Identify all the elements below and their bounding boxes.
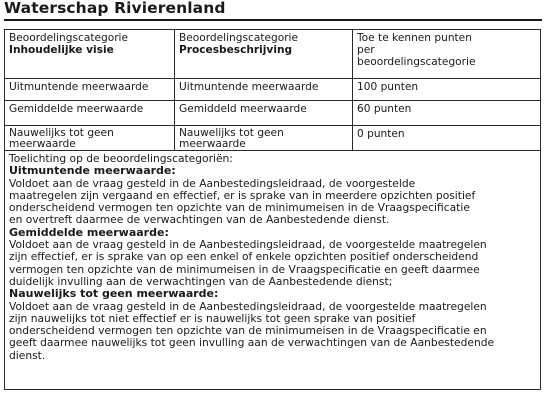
scoring-table bbox=[4, 29, 541, 390]
cell-line: Nauwelijks tot geen bbox=[179, 127, 284, 139]
section-text-line: Voldoet aan de vraag gesteld in de Aanbestedingsleidraad, de voorgestelde maatregelen bbox=[9, 238, 487, 252]
section-text-line: geeft daarmee nauwelijks tot geen invulling aan de verwachtingen van de Aanbestedende bbox=[9, 336, 495, 350]
section-text-line: maatregelen zijn vergaand en effectief, er is sprake van in meerdere opzichten positief bbox=[9, 188, 476, 202]
section-text-line: Voldoet aan de vraag gesteld in de Aanbestedingsleidraad, de voorgestelde maatregelen bbox=[9, 299, 487, 313]
header-label: Toe te kennen punten bbox=[357, 32, 472, 44]
table-row bbox=[5, 101, 541, 126]
table-cell: Gemiddelde meerwaarde bbox=[5, 101, 175, 126]
table-cell: 60 punten bbox=[353, 101, 541, 126]
table-cell: Uitmuntende meerwaarde bbox=[5, 79, 175, 101]
document-title: Waterschap Rivierenland bbox=[4, 0, 226, 17]
table-cell bbox=[175, 126, 353, 151]
table-cell: Uitmuntende meerwaarde bbox=[175, 79, 353, 101]
table-cell: 100 punten bbox=[353, 79, 541, 101]
header-label: Beoordelingscategorie bbox=[9, 32, 129, 44]
header-cell-points bbox=[353, 30, 541, 79]
table-cell bbox=[5, 126, 175, 151]
section-text-line: zijn nauwelijks tot niet effectief er is nauwelijks tot geen sprake van positief bbox=[9, 311, 416, 325]
header-cell-content-vision bbox=[5, 30, 175, 79]
cell-line: meerwaarde bbox=[179, 138, 246, 150]
table-cell: 0 punten bbox=[353, 126, 541, 151]
section-heading: Nauwelijks tot geen meerwaarde: bbox=[9, 287, 219, 301]
notes-cell bbox=[5, 151, 541, 390]
section-heading: Gemiddelde meerwaarde: bbox=[9, 225, 169, 239]
header-cell-process bbox=[175, 30, 353, 79]
title-underline bbox=[4, 19, 542, 21]
header-label: per bbox=[357, 44, 375, 56]
section-heading: Uitmuntende meerwaarde: bbox=[9, 164, 176, 178]
section-text-line: vermogen ten opzichte van de minimumeisen in de Vraagspecificatie en geeft daarmee bbox=[9, 262, 480, 276]
header-subject: Procesbeschrijving bbox=[179, 44, 293, 56]
header-subject: Inhoudelijke visie bbox=[9, 44, 114, 56]
table-cell: Gemiddeld meerwaarde bbox=[175, 101, 353, 126]
section-text-line: onderscheidend vermogen ten opzichte van de minimumeisen in de Vraagspecificatie bbox=[9, 201, 470, 215]
section-text-line: zijn effectief, er is sprake van op een enkel of enkele opzichten positief onderscheidend bbox=[9, 250, 479, 264]
header-label: beoordelingscategorie bbox=[357, 56, 476, 68]
table-row bbox=[5, 126, 541, 151]
section-text-line: en overtreft daarmee de verwachtingen van de Aanbestedende dienst. bbox=[9, 213, 390, 227]
table-header-row bbox=[5, 30, 541, 79]
section-text-line: duidelijk invulling aan de verwachtingen van de Aanbestedende dienst; bbox=[9, 274, 393, 288]
cell-line: Nauwelijks tot geen bbox=[9, 127, 114, 139]
cell-line: meerwaarde bbox=[9, 138, 76, 150]
notes-row bbox=[5, 151, 541, 390]
header-label: Beoordelingscategorie bbox=[179, 32, 299, 44]
table-row bbox=[5, 79, 541, 101]
section-text-line: Voldoet aan de vraag gesteld in de Aanbestedingsleidraad, de voorgestelde bbox=[9, 176, 416, 190]
section-text-line: onderscheidend vermogen ten opzichte van de minimumeisen in de Vraagspecificatie en bbox=[9, 324, 487, 338]
notes-intro: Toelichting op de beoordelingscategoriën: bbox=[9, 152, 233, 165]
section-text-line: dienst. bbox=[9, 348, 46, 362]
